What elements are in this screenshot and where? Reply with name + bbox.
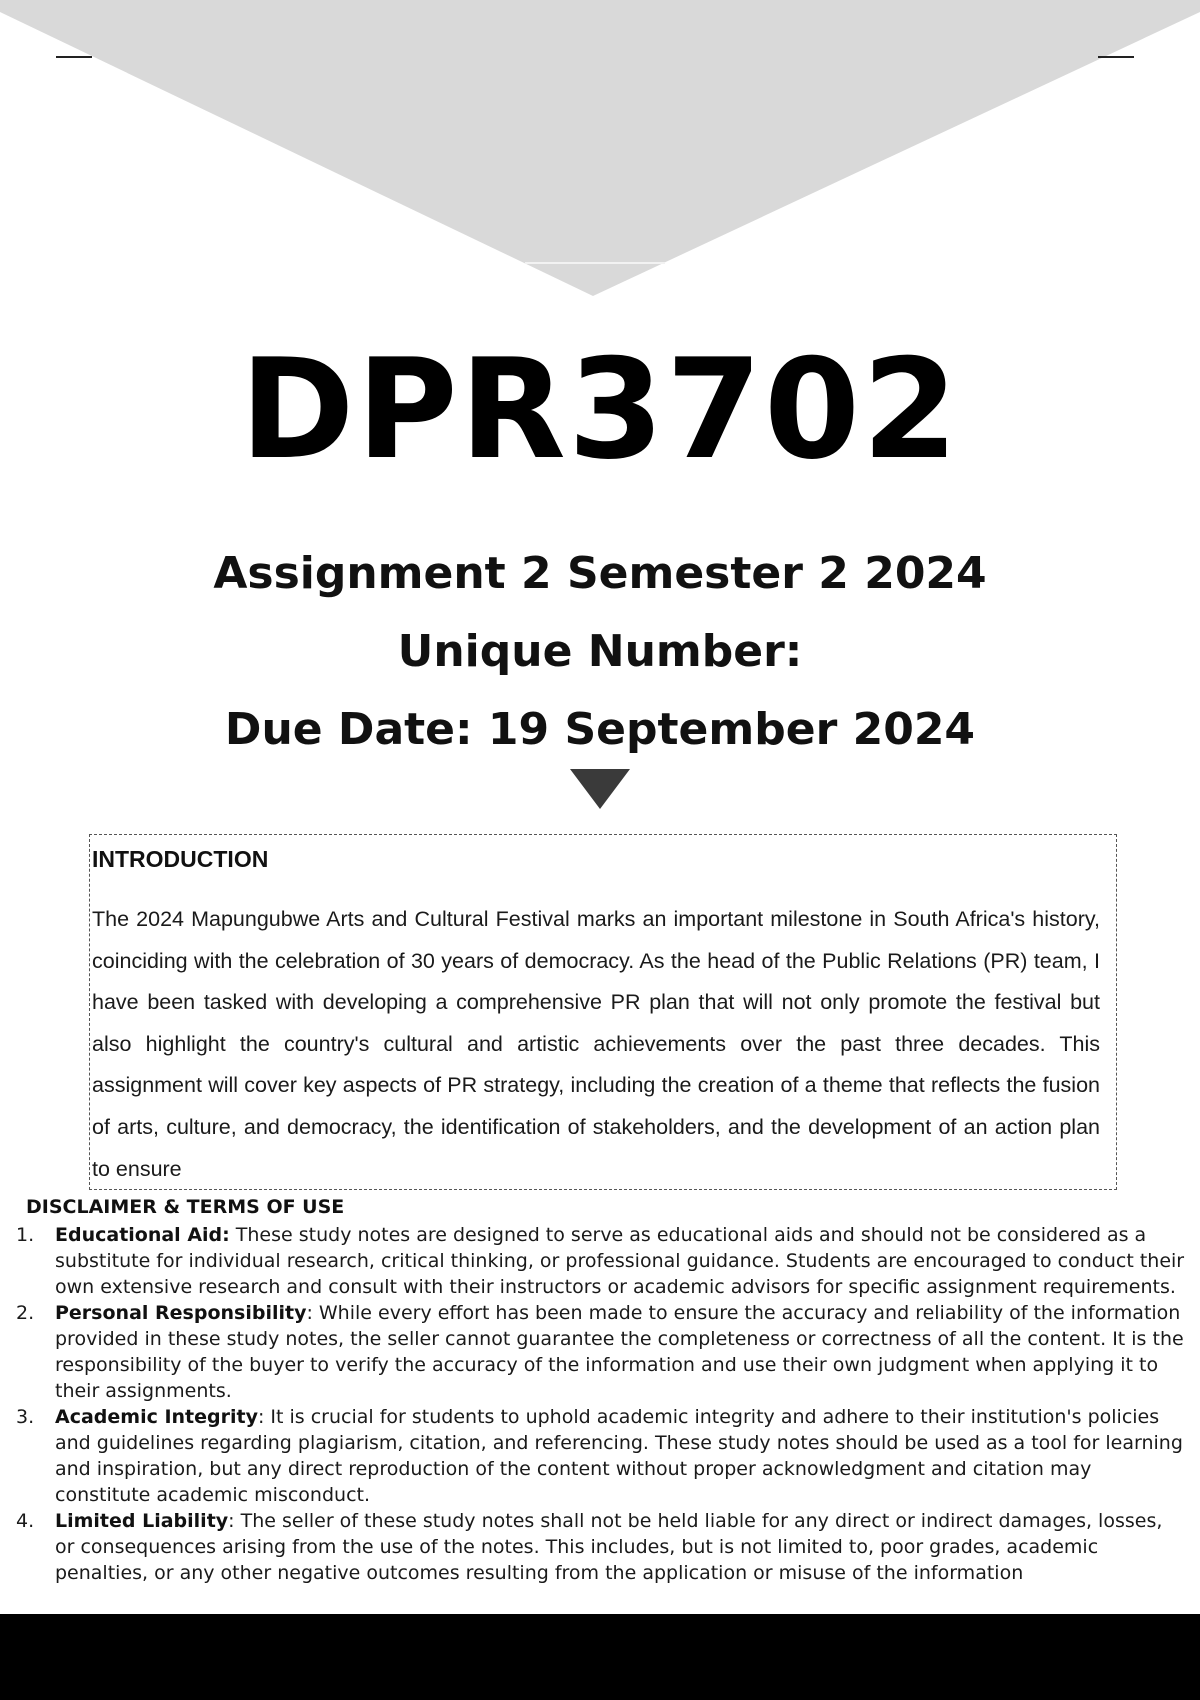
introduction-body: The 2024 Mapungubwe Arts and Cultural Festival marks an important milestone in South Africa's history, coinciding with the celebration of 30 years of democracy. As the head of the Public Relations (PR) team, I have been tasked with developing a comprehensive PR plan that will not only promote the festival but also highlight the country's cultural and artistic achievements over the past three decades. This assignment will cover key aspects of PR strategy, including the creation of a theme that reflects the fusion of arts, culture, and democracy, the identification of stakeholders, and the development of an action plan to ensure [92,907,1100,1181]
down-triangle-icon [570,769,630,809]
disclaimer-heading: DISCLAIMER & TERMS OF USE [26,1196,345,1218]
introduction-preview-box [89,834,1117,1190]
due-date-line: Due Date: 19 September 2024 [224,704,976,755]
term-text: : It is crucial for students to uphold academic integrity and adhere to their institution's policies and guidelines regarding plagiarism, citation, and referencing. These study notes should be used as a tool for learning and inspiration, but any direct reproduction of the content without proper acknowledgment and citation may constitute academic misconduct. [55,1406,1183,1506]
term-number: 4. [16,1510,35,1532]
term-title: Limited Liability [55,1510,229,1532]
term-title: Academic Integrity [55,1406,258,1428]
terms-item-personal-responsibility [16,1300,1186,1404]
terms-item-academic-integrity [16,1404,1186,1508]
course-code-title: DPR3702 [239,329,961,490]
corner-rule-left [56,56,92,58]
term-title: Educational Aid: [55,1224,230,1246]
banner-chevron-shape [0,0,1200,296]
introduction-heading: INTRODUCTION [92,846,269,872]
terms-item-educational-aid [16,1222,1186,1300]
corner-rule-right [1098,56,1134,58]
terms-item-limited-liability [16,1508,1186,1586]
term-text: These study notes are designed to serve as educational aids and should not be considered as a substitute for individual research, critical thinking, or professional guidance. Students are encouraged to conduct their own extensive research and consult with their instructors or academic advisors for specific assignment requirements. [55,1224,1185,1298]
term-text: : The seller of these study notes shall not be held liable for any direct or indirect damages, losses, or consequences arising from the use of the notes. This includes, but is not limited to, poor grades, academic penalties, or any other negative outcomes resulting from the application or misuse of the information [55,1510,1163,1584]
cover-banner [0,0,1200,300]
term-number: 1. [16,1224,35,1246]
assignment-line: Assignment 2 Semester 2 2024 [213,548,987,599]
term-number: 3. [16,1406,35,1428]
terms-list [16,1222,1186,1586]
footer-black-bar [0,1614,1200,1700]
term-number: 2. [16,1302,35,1324]
unique-number-line: Unique Number: [397,626,803,677]
term-title: Personal Responsibility [55,1302,307,1324]
term-text: : While every effort has been made to ensure the accuracy and reliability of the information provided in these study notes, the seller cannot guarantee the completeness or correctness of all the content. It is the responsibility of the buyer to verify the accuracy of the information and use their own judgment when applying it to their assignments. [55,1302,1184,1402]
